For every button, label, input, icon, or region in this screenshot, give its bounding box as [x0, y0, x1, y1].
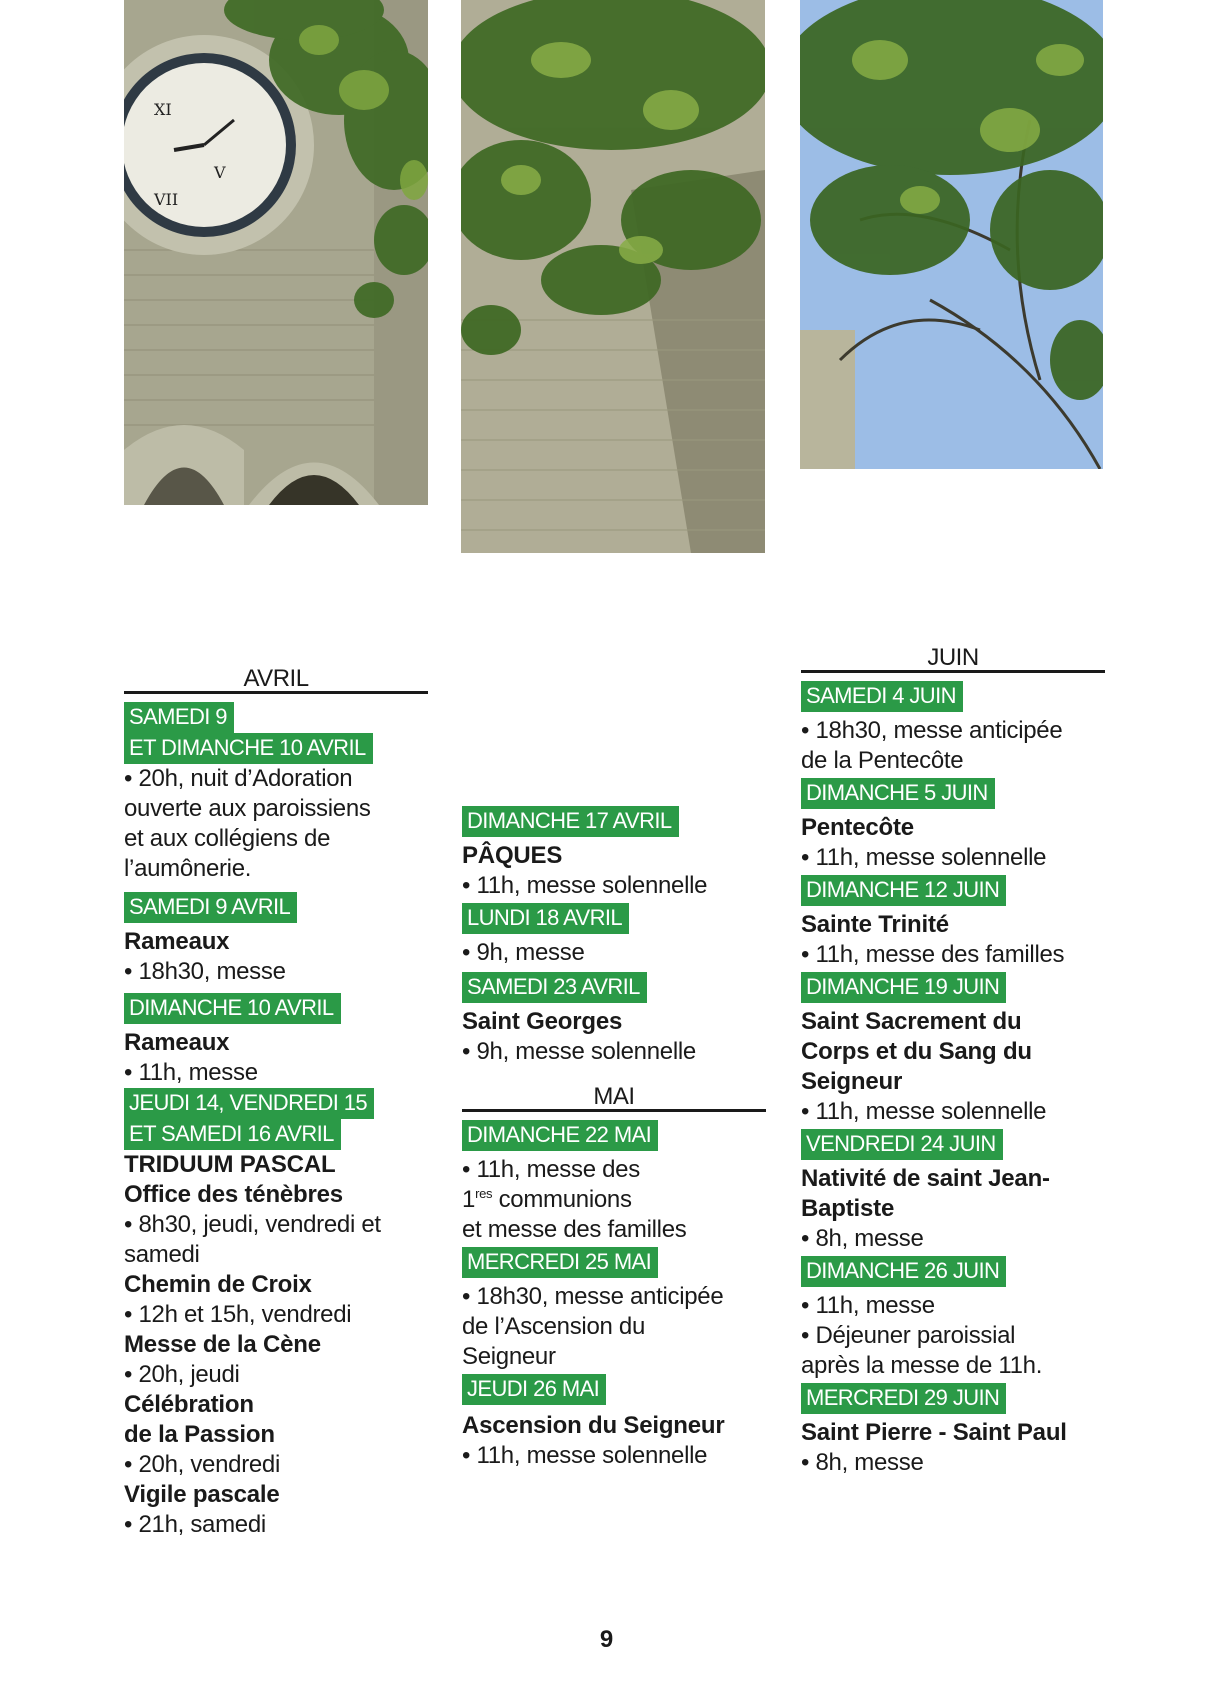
- month-heading: JUIN: [801, 642, 1105, 673]
- date-badge: DIMANCHE 5 JUIN: [801, 778, 995, 809]
- event-subtitle: Chemin de Croix: [124, 1271, 312, 1298]
- event-line: • 12h et 15h, vendredi: [124, 1301, 352, 1328]
- date-badge: JEUDI 26 MAI: [462, 1374, 606, 1405]
- date-badge: SAMEDI 4 JUIN: [801, 681, 963, 712]
- event-subtitle: Office des ténèbres: [124, 1181, 343, 1208]
- event-title: Nativité de saint Jean-: [801, 1165, 1050, 1192]
- date-badge: SAMEDI 9: [124, 702, 234, 733]
- svg-text:V: V: [214, 163, 226, 182]
- event-title: Rameaux: [124, 928, 230, 955]
- event-line: • 11h, messe solennelle: [801, 844, 1047, 871]
- svg-text:VII: VII: [154, 190, 179, 209]
- event-line: • 9h, messe solennelle: [462, 1038, 696, 1065]
- column-paques-mai: [462, 806, 766, 1471]
- event-line: • 11h, messe: [801, 1292, 935, 1319]
- column-avril: [124, 663, 428, 1540]
- event-entry: [462, 903, 766, 968]
- event-line: • 11h, messe solennelle: [801, 1098, 1047, 1125]
- event-line: ouverte aux paroissiens: [124, 795, 371, 822]
- date-badge: JEUDI 14, VENDREDI 15: [124, 1088, 374, 1119]
- event-line: • 11h, messe solennelle: [462, 872, 708, 899]
- photo-stone-wall-tree: [461, 0, 765, 553]
- event-line: • 8h, messe: [801, 1449, 924, 1476]
- photo-tree-sky: [800, 0, 1103, 469]
- event-line: Seigneur: [462, 1343, 556, 1370]
- svg-text:XI: XI: [154, 100, 172, 119]
- date-badge: ET DIMANCHE 10 AVRIL: [124, 733, 373, 764]
- event-line: l’aumônerie.: [124, 855, 252, 882]
- event-entry: [124, 993, 428, 1088]
- event-line: 1res communions: [462, 1186, 632, 1213]
- event-subtitle: Célébration: [124, 1391, 254, 1418]
- event-line: samedi: [124, 1241, 200, 1268]
- event-line: • Déjeuner paroissial: [801, 1322, 1016, 1349]
- event-line: • 9h, messe: [462, 939, 585, 966]
- event-entry: [124, 1088, 428, 1540]
- event-entry: [801, 1383, 1105, 1478]
- event-entry: [462, 1120, 766, 1245]
- event-title: Seigneur: [801, 1068, 903, 1095]
- event-title: Sainte Trinité: [801, 911, 949, 938]
- event-line: et messe des familles: [462, 1216, 687, 1243]
- event-subtitle: Messe de la Cène: [124, 1331, 321, 1358]
- event-title: Ascension du Seigneur: [462, 1412, 725, 1439]
- event-line: • 11h, messe des familles: [801, 941, 1065, 968]
- event-title: Baptiste: [801, 1195, 895, 1222]
- date-badge: DIMANCHE 17 AVRIL: [462, 806, 679, 837]
- event-subtitle: Vigile pascale: [124, 1481, 280, 1508]
- event-title: PÂQUES: [462, 842, 563, 869]
- event-line: • 20h, nuit d’Adoration: [124, 765, 353, 792]
- date-badge: MERCREDI 29 JUIN: [801, 1383, 1006, 1414]
- event-line: • 20h, vendredi: [124, 1451, 281, 1478]
- event-line: • 11h, messe solennelle: [462, 1442, 708, 1469]
- date-badge: DIMANCHE 22 MAI: [462, 1120, 658, 1151]
- event-line: de l’Ascension du: [462, 1313, 646, 1340]
- column-juin: [801, 642, 1105, 1478]
- event-title: TRIDUUM PASCAL: [124, 1151, 336, 1178]
- event-line: et aux collégiens de: [124, 825, 331, 852]
- event-line: de la Pentecôte: [801, 747, 964, 774]
- event-line: après la messe de 11h.: [801, 1352, 1043, 1379]
- event-entry: [462, 1374, 766, 1471]
- event-entry: [801, 1129, 1105, 1254]
- event-line: • 11h, messe des: [462, 1156, 640, 1183]
- event-title: Rameaux: [124, 1029, 230, 1056]
- event-entry: [801, 778, 1105, 873]
- event-entry: [801, 972, 1105, 1127]
- date-badge: MERCREDI 25 MAI: [462, 1247, 658, 1278]
- event-title: Saint Sacrement du: [801, 1008, 1022, 1035]
- date-badge: SAMEDI 9 AVRIL: [124, 892, 297, 923]
- event-entry: [801, 681, 1105, 776]
- page-number: 9: [599, 1626, 614, 1653]
- event-line: • 18h30, messe anticipée: [462, 1283, 724, 1310]
- event-line: • 18h30, messe anticipée: [801, 717, 1063, 744]
- event-entry: [801, 1256, 1105, 1381]
- event-line: • 8h30, jeudi, vendredi et: [124, 1211, 381, 1238]
- event-title: Corps et du Sang du: [801, 1038, 1032, 1065]
- date-badge: DIMANCHE 19 JUIN: [801, 972, 1006, 1003]
- month-heading: MAI: [462, 1081, 766, 1112]
- event-title: Saint Pierre - Saint Paul: [801, 1419, 1067, 1446]
- event-line: • 21h, samedi: [124, 1511, 266, 1538]
- event-subtitle: de la Passion: [124, 1421, 275, 1448]
- event-line: • 11h, messe: [124, 1059, 258, 1086]
- event-entry: [124, 892, 428, 987]
- event-line: • 8h, messe: [801, 1225, 924, 1252]
- date-badge: ET SAMEDI 16 AVRIL: [124, 1119, 341, 1150]
- event-entry: [801, 875, 1105, 970]
- event-line: • 20h, jeudi: [124, 1361, 240, 1388]
- event-entry: [462, 806, 766, 901]
- date-badge: SAMEDI 23 AVRIL: [462, 972, 647, 1003]
- event-entry: [462, 1247, 766, 1372]
- event-entry: [462, 972, 766, 1067]
- event-entry: [124, 702, 428, 884]
- date-badge: DIMANCHE 12 JUIN: [801, 875, 1006, 906]
- date-badge: VENDREDI 24 JUIN: [801, 1129, 1003, 1160]
- event-title: Pentecôte: [801, 814, 914, 841]
- date-badge: DIMANCHE 10 AVRIL: [124, 993, 341, 1024]
- date-badge: DIMANCHE 26 JUIN: [801, 1256, 1006, 1287]
- month-heading: AVRIL: [124, 663, 428, 694]
- photo-clock-tower: [124, 0, 428, 505]
- date-badge: LUNDI 18 AVRIL: [462, 903, 629, 934]
- event-line: • 18h30, messe: [124, 958, 286, 985]
- event-title: Saint Georges: [462, 1008, 623, 1035]
